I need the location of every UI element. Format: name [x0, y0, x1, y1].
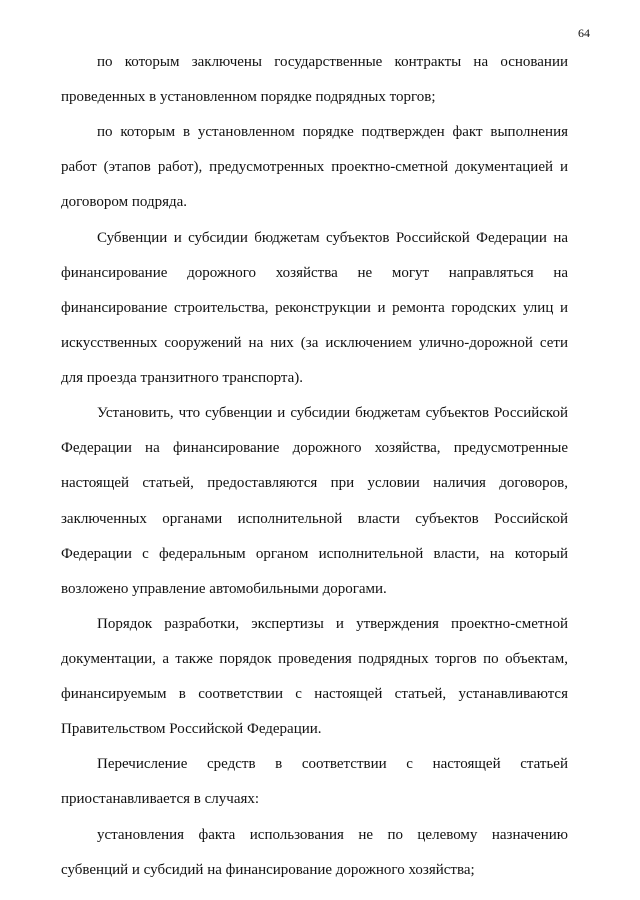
text-line: работ (этапов работ), предусмотренных проектно-сметной документацией и — [61, 159, 568, 175]
text-line: Перечисление средств в соответствии с настоящей статьей — [97, 756, 568, 772]
text-line: приостанавливается в случаях: — [61, 791, 260, 807]
text-line: субвенций и субсидий на финансирование дорожного хозяйства; — [61, 862, 475, 878]
text-line: Установить, что субвенции и субсидии бюджетам субъектов Российской — [97, 405, 568, 421]
text-line: установления факта использования не по целевому назначению — [97, 827, 568, 843]
text-line: по которым в установленном порядке подтвержден факт выполнения — [97, 124, 568, 140]
text-line: Субвенции и субсидии бюджетам субъектов Российской Федерации на — [97, 230, 568, 246]
text-line: возложено управление автомобильными дорогами. — [61, 581, 387, 597]
text-line: финансирование строительства, реконструкции и ремонта городских улиц и — [61, 300, 568, 316]
text-line: настоящей статьей, предоставляются при условии наличия договоров, — [61, 475, 568, 491]
text-line: для проезда транзитного транспорта). — [61, 370, 304, 386]
text-line: финансируемым в соответствии с настоящей статьей, устанавливаются — [61, 686, 568, 702]
text-line: по которым заключены государственные контракты на основании — [97, 54, 568, 70]
page-number: 64 — [578, 26, 590, 40]
text-line: заключенных органами исполнительной власти субъектов Российской — [61, 511, 568, 527]
text-line: Порядок разработки, экспертизы и утверждения проектно-сметной — [97, 616, 568, 632]
text-line: Федерации на финансирование дорожного хозяйства, предусмотренные — [61, 440, 568, 456]
text-line: документации, а также порядок проведения подрядных торгов по объектам, — [61, 651, 568, 667]
text-line: Правительством Российской Федерации. — [61, 721, 322, 737]
text-line: Федерации с федеральным органом исполнительной власти, на который — [61, 546, 568, 562]
text-line: договором подряда. — [61, 194, 188, 210]
text-line: финансирование дорожного хозяйства не могут направляться на — [61, 265, 568, 281]
text-line: искусственных сооружений на них (за исключением улично-дорожной сети — [61, 335, 568, 351]
text-line: проведенных в установленном порядке подрядных торгов; — [61, 89, 436, 105]
